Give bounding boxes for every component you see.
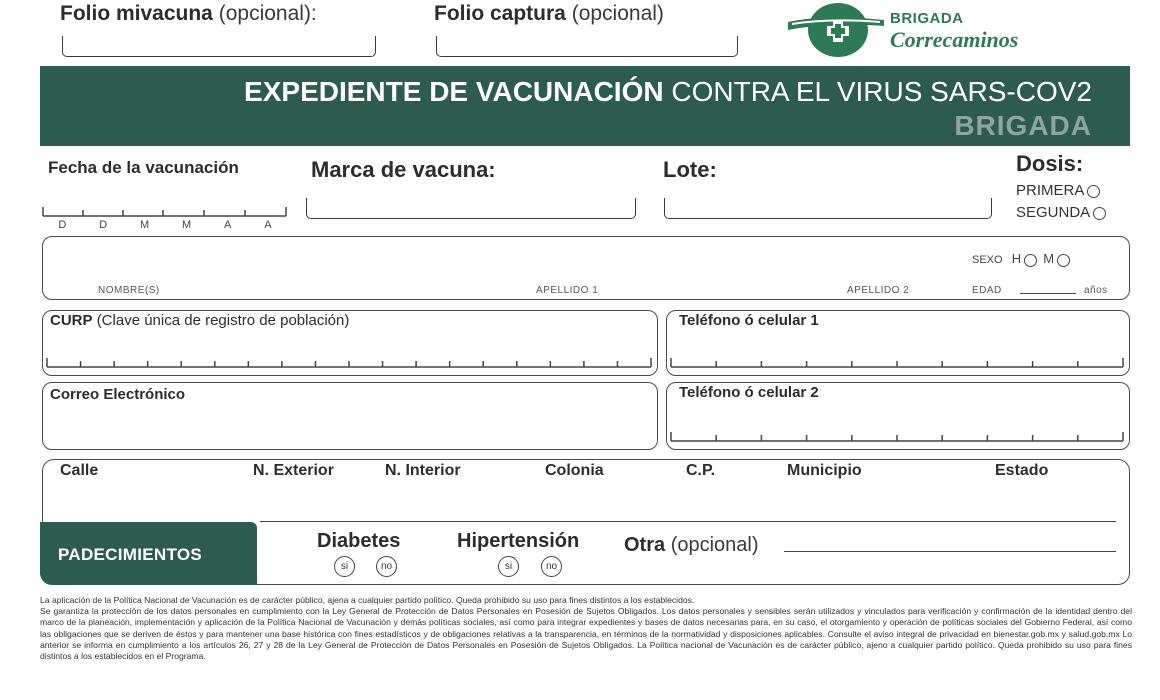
- sexo-m-label: M: [1043, 251, 1055, 266]
- header-banner: [40, 66, 1130, 146]
- dosis-primera-radio[interactable]: [1087, 185, 1100, 198]
- anos-label: años: [1084, 285, 1108, 296]
- otra-label-optional: (opcional): [670, 534, 759, 556]
- estado-label: Estado: [995, 462, 1049, 479]
- folio-captura-optional: (opcional): [571, 2, 664, 25]
- folio-captura-text: Folio captura: [434, 2, 566, 25]
- edad-label: EDAD: [972, 285, 1002, 296]
- banner-title-rest: CONTRA EL VIRUS SARS-COV2: [671, 76, 1092, 107]
- curp-label-bold: CURP: [50, 312, 93, 329]
- folio-mivacuna-label: [60, 2, 317, 26]
- sexo-m-radio[interactable]: [1057, 254, 1070, 267]
- correo-label: Correo Electrónico: [50, 386, 186, 403]
- hipertension-si-circle[interactable]: si: [498, 556, 519, 577]
- telefono2-label: Teléfono ó celular 2: [679, 384, 819, 401]
- telefono2-tick-field[interactable]: [670, 431, 1124, 443]
- fecha-part-a1: A: [224, 219, 232, 231]
- calle-label: Calle: [60, 462, 99, 479]
- lote-label: Lote:: [663, 157, 717, 182]
- apellido1-label: APELLIDO 1: [536, 285, 599, 296]
- dosis-primera-label: PRIMERA: [1016, 182, 1085, 199]
- diabetes-si-circle[interactable]: si: [334, 556, 355, 577]
- folio-captura-label: [434, 2, 664, 26]
- cp-label: C.P.: [686, 462, 716, 479]
- sexo-h-label: H: [1011, 251, 1022, 266]
- banner-title-bold: EXPEDIENTE DE VACUNACIÓN: [244, 76, 664, 107]
- hipertension-no-circle[interactable]: no: [541, 556, 562, 577]
- diabetes-si-option[interactable]: [334, 556, 355, 577]
- fecha-part-a2: A: [264, 219, 272, 231]
- legal-paragraph-1: La aplicación de la Política Nacional de Vacunación es de carácter público, ajena a cualquier partido político. Queda prohibido su uso para fines distintos a los establecidos.: [40, 595, 695, 605]
- legal-paragraph-2: Se garantiza la protección de los datos personales en cumplimiento con la Ley General de Protección de Datos Personales en Posesión de Sujetos Obligados. Los datos personales y sensibles serán utilizados y vinculados para verificación y confirmación de la identidad dentro del marco de la planeación, implementación y aplicación de la Política Nacional de Vacunación y demás políticas sociales, así como para integrar expedientes y bases de datos necesarias para, en su caso, el otorgamiento y operación de políticas sociales del Gobierno Federal, así como las obligaciones que se deriven de éstos y para mantener una base histórica con fines estadísticos y de obligaciones relativas a la transparencia, en términos de la normatividad y disposiciones aplicables. Consulte el aviso integral de privacidad en bienestar.gob.mx y salud.gob.mx Lo anterior se informa en cumplimiento a los artículos 26, 27 y 28 de la Ley General de Protección de Datos Personales en Posesión de Sujetos Obligados. La Política nacional de Vacunación es de carácter público, ajeno a cualquier partido político. Queda prohibido su uso para fines distintos a los establecidos en el Programa.: [40, 606, 1132, 662]
- fecha-label: Fecha de la vacunación: [48, 158, 239, 177]
- dosis-label: Dosis:: [1016, 151, 1084, 176]
- colonia-label: Colonia: [545, 462, 604, 479]
- hipertension-si-option[interactable]: [498, 556, 519, 577]
- nombre-label: NOMBRE(S): [98, 285, 160, 296]
- otra-label-bold: Otra: [624, 534, 666, 556]
- lote-field[interactable]: [664, 198, 992, 219]
- n-exterior-label: N. Exterior: [253, 462, 334, 479]
- dosis-segunda-label: SEGUNDA: [1016, 204, 1091, 221]
- telefono1-tick-field[interactable]: [670, 357, 1124, 369]
- hipertension-no-option[interactable]: [541, 556, 562, 577]
- diabetes-no-option[interactable]: [376, 556, 397, 577]
- fecha-part-m2: M: [182, 219, 192, 231]
- edad-line[interactable]: [1020, 293, 1076, 294]
- dosis-primera-option[interactable]: [1016, 182, 1100, 199]
- municipio-label: Municipio: [787, 462, 862, 479]
- dosis-segunda-option[interactable]: [1016, 204, 1106, 221]
- otra-line[interactable]: [784, 551, 1116, 552]
- sexo-group: [972, 251, 1070, 267]
- sexo-h-radio[interactable]: [1024, 254, 1037, 267]
- fecha-part-m1: M: [140, 219, 150, 231]
- otra-label: [624, 534, 759, 557]
- logo-line1: BRIGADA: [890, 10, 964, 27]
- hipertension-label: Hipertensión: [457, 530, 580, 552]
- folio-captura-field[interactable]: [436, 36, 738, 57]
- sexo-label: SEXO: [972, 254, 1003, 266]
- fecha-part-d2: D: [99, 219, 108, 231]
- fecha-tick-field[interactable]: [42, 203, 288, 219]
- logo-line2: Correcaminos: [890, 27, 1019, 52]
- padecimientos-label: PADECIMIENTOS: [58, 545, 203, 564]
- legal-notice: [40, 595, 1132, 662]
- marca-field[interactable]: [306, 198, 636, 219]
- banner-title: [244, 76, 1092, 108]
- diabetes-no-circle[interactable]: no: [376, 556, 397, 577]
- diabetes-label: Diabetes: [317, 530, 401, 552]
- curp-tick-field[interactable]: [46, 357, 652, 369]
- folio-mivacuna-field[interactable]: [62, 36, 376, 57]
- telefono1-label: Teléfono ó celular 1: [679, 312, 819, 329]
- curp-label: [50, 312, 349, 329]
- address-line[interactable]: [260, 521, 1116, 522]
- n-interior-label: N. Interior: [385, 462, 461, 479]
- fecha-part-d1: D: [58, 219, 67, 231]
- brigada-logo-icon: [786, 0, 886, 60]
- dosis-segunda-radio[interactable]: [1093, 207, 1106, 220]
- folio-mivacuna-optional: (opcional):: [218, 2, 317, 25]
- apellido2-label: APELLIDO 2: [847, 285, 910, 296]
- banner-subtitle: BRIGADA: [954, 110, 1092, 141]
- folio-mivacuna-text: Folio mivacuna: [60, 2, 213, 25]
- curp-label-rest: (Clave única de registro de población): [96, 312, 350, 329]
- fecha-parts: [42, 219, 288, 231]
- marca-label: Marca de vacuna:: [311, 157, 496, 182]
